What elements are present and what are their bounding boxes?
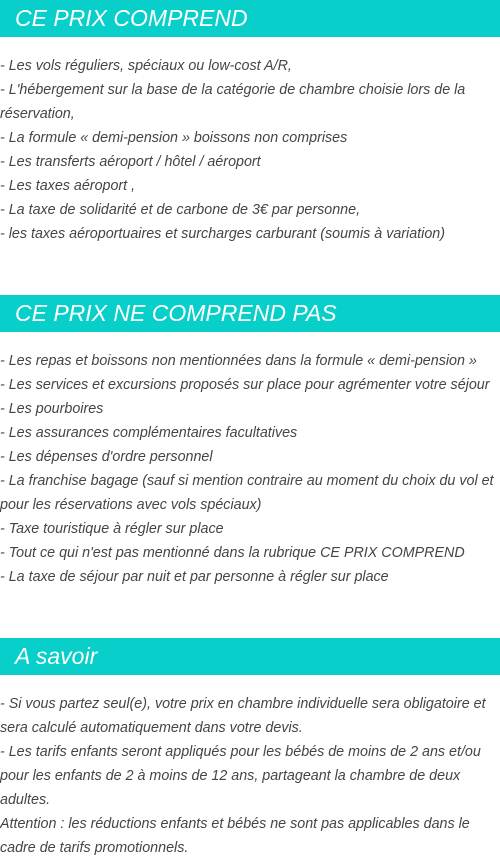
list-item: - Les assurances complémentaires facultatives (0, 425, 298, 441)
list-item: - Tout ce qui n'est pas mentionné dans la rubrique CE PRIX COMPREND (0, 545, 465, 561)
list-item: - Les pourboires (0, 401, 104, 417)
list-item: - La taxe de solidarité et de carbone de 3€ par personne, (0, 202, 361, 218)
list-item: - les taxes aéroportuaires et surcharges carburant (soumis à variation) (0, 226, 445, 242)
section-title-good-to-know: A savoir (0, 638, 500, 675)
list-item: - Les taxes aéroport , (0, 178, 136, 194)
section-body-not-included (0, 332, 500, 589)
section-title-not-included: CE PRIX NE COMPREND PAS (0, 295, 500, 332)
list-item: - Les tarifs enfants seront appliqués pour les bébés de moins de 2 ans et/ou pour les enfants de 2 à moins de 12 ans, partageant la chambre de deux adultes. (0, 744, 481, 808)
list-item: - Les services et excursions proposés sur place pour agrémenter votre séjour (0, 377, 490, 393)
list-item: - Les vols réguliers, spéciaux ou low-cost A/R, (0, 58, 292, 74)
section-body-included (0, 37, 500, 246)
list-item: - La franchise bagage (sauf si mention contraire au moment du choix du vol et pour les réservations avec vols spéciaux) (0, 473, 494, 513)
list-item: - Taxe touristique à régler sur place (0, 521, 224, 537)
list-item: - Les dépenses d'ordre personnel (0, 449, 213, 465)
section-good-to-know (0, 638, 500, 860)
section-title-included: CE PRIX COMPREND (0, 0, 500, 37)
list-item: - Les repas et boissons non mentionnées dans la formule « demi-pension » (0, 353, 477, 369)
section-not-included (0, 295, 500, 589)
list-item: - La formule « demi-pension » boissons non comprises (0, 130, 348, 146)
section-body-good-to-know (0, 675, 500, 860)
section-included (0, 0, 500, 246)
list-item: - Les transferts aéroport / hôtel / aéroport (0, 154, 261, 170)
list-item: Attention : les réductions enfants et bébés ne sont pas applicables dans le cadre de tarifs promotionnels. (0, 816, 470, 856)
list-item: - Si vous partez seul(e), votre prix en chambre individuelle sera obligatoire et sera calculé automatiquement dans votre devis. (0, 696, 486, 736)
list-item: - La taxe de séjour par nuit et par personne à régler sur place (0, 569, 389, 585)
list-item: - L'hébergement sur la base de la catégorie de chambre choisie lors de la réservation, (0, 82, 466, 122)
